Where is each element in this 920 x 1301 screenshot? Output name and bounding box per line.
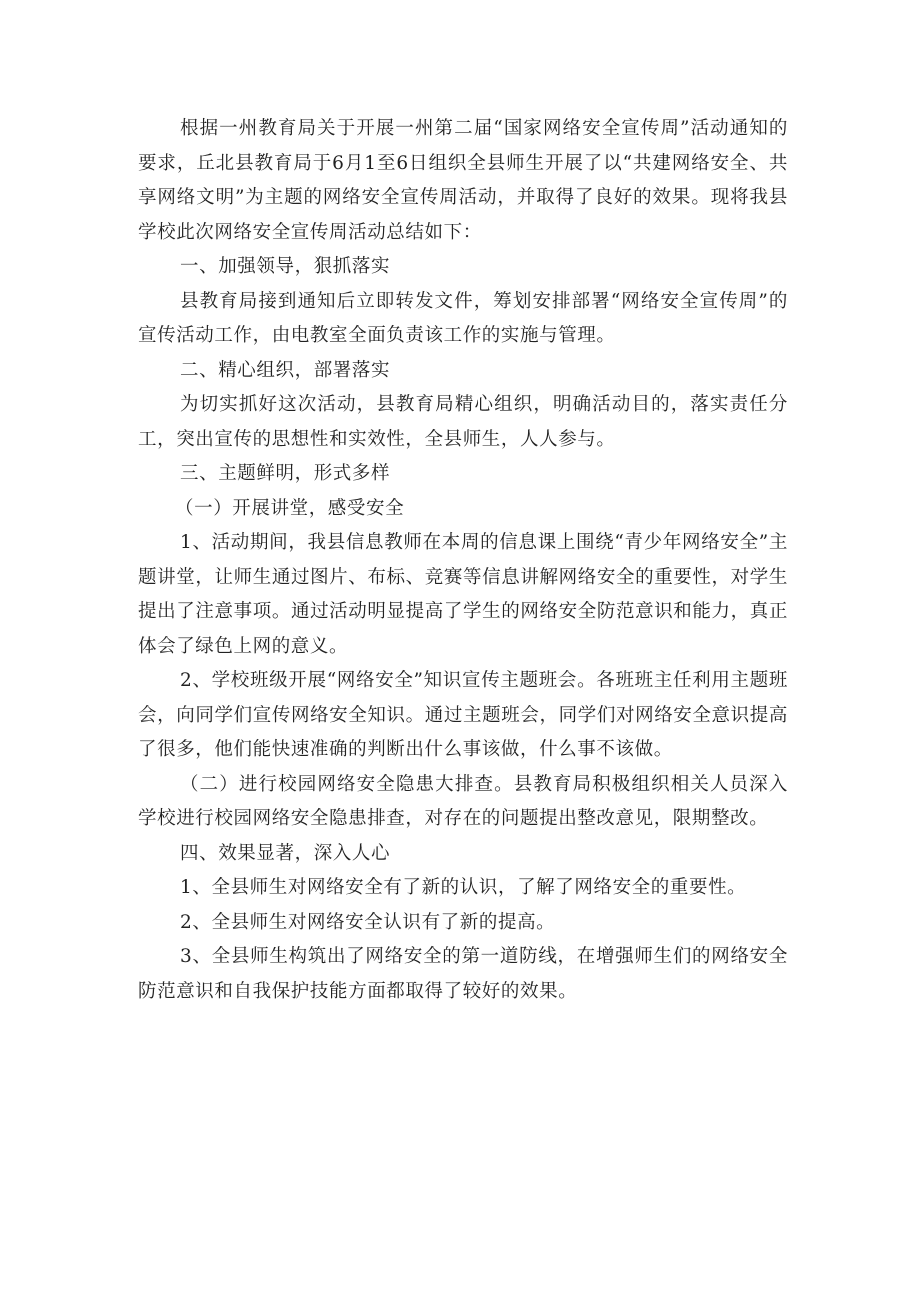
section-4-item-1: 1、全县师生对网络安全有了新的认识，了解了网络安全的重要性。 bbox=[180, 877, 747, 898]
section-1-heading: 一、加强领导，狠抓落实 bbox=[180, 256, 391, 277]
section-3-item-2: 2、学校班级开展“网络安全”知识宣传主题班会。各班班主任利用主题班会，向同学们宣传网络安全知识。通过主题班会，同学们对网络安全意识提高了很多，他们能快速准确的判断出什么事该做，什么事不该做。 bbox=[138, 670, 788, 760]
section-3-heading: 三、主题鲜明，形式多样 bbox=[180, 463, 391, 484]
section-3-subheading-1: （一）开展讲堂，感受安全 bbox=[175, 497, 405, 519]
section-3-item-1: 1、活动期间，我县信息教师在本周的信息课上围绕“青少年网络安全”主题讲堂，让师生通过图片、布标、竞赛等信息讲解网络安全的重要性，对学生提出了注意事项。通过活动明显提高了学生的网络安全防范意识和能力，真正体会了绿色上网的意义。 bbox=[138, 532, 788, 657]
section-2-paragraph: 为切实抓好这次活动，县教育局精心组织，明确活动目的，落实责任分工，突出宣传的思想性和实效性，全县师生，人人参与。 bbox=[138, 394, 788, 450]
section-4-item-3: 3、全县师生构筑出了网络安全的第一道防线，在增强师生们的网络安全防范意识和自我保护技能方面都取得了较好的效果。 bbox=[138, 946, 788, 1002]
document-body bbox=[138, 112, 788, 1009]
section-4-item-2: 2、全县师生对网络安全认识有了新的提高。 bbox=[180, 911, 556, 933]
section-2-heading: 二、精心组织，部署落实 bbox=[180, 359, 391, 381]
section-1-paragraph: 县教育局接到通知后立即转发文件，筹划安排部署“网络安全宣传周”的宣传活动工作，由电教室全面负责该工作的实施与管理。 bbox=[138, 290, 788, 346]
section-3-subheading-2: （二）进行校园网络安全隐患大排查。县教育局积极组织相关人员深入学校进行校园网络安全隐患排查，对存在的问题提出整改意见，限期整改。 bbox=[138, 773, 788, 829]
section-4-heading: 四、效果显著，深入人心 bbox=[180, 842, 391, 864]
intro-paragraph: 根据一州教育局关于开展一州第二届“国家网络安全宣传周”活动通知的要求，丘北县教育局于6月1至6日组织全县师生开展了以“共建网络安全、共享网络文明”为主题的网络安全宣传周活动，并取得了良好的效果。现将我县学校此次网络安全宣传周活动总结如下： bbox=[138, 118, 788, 243]
